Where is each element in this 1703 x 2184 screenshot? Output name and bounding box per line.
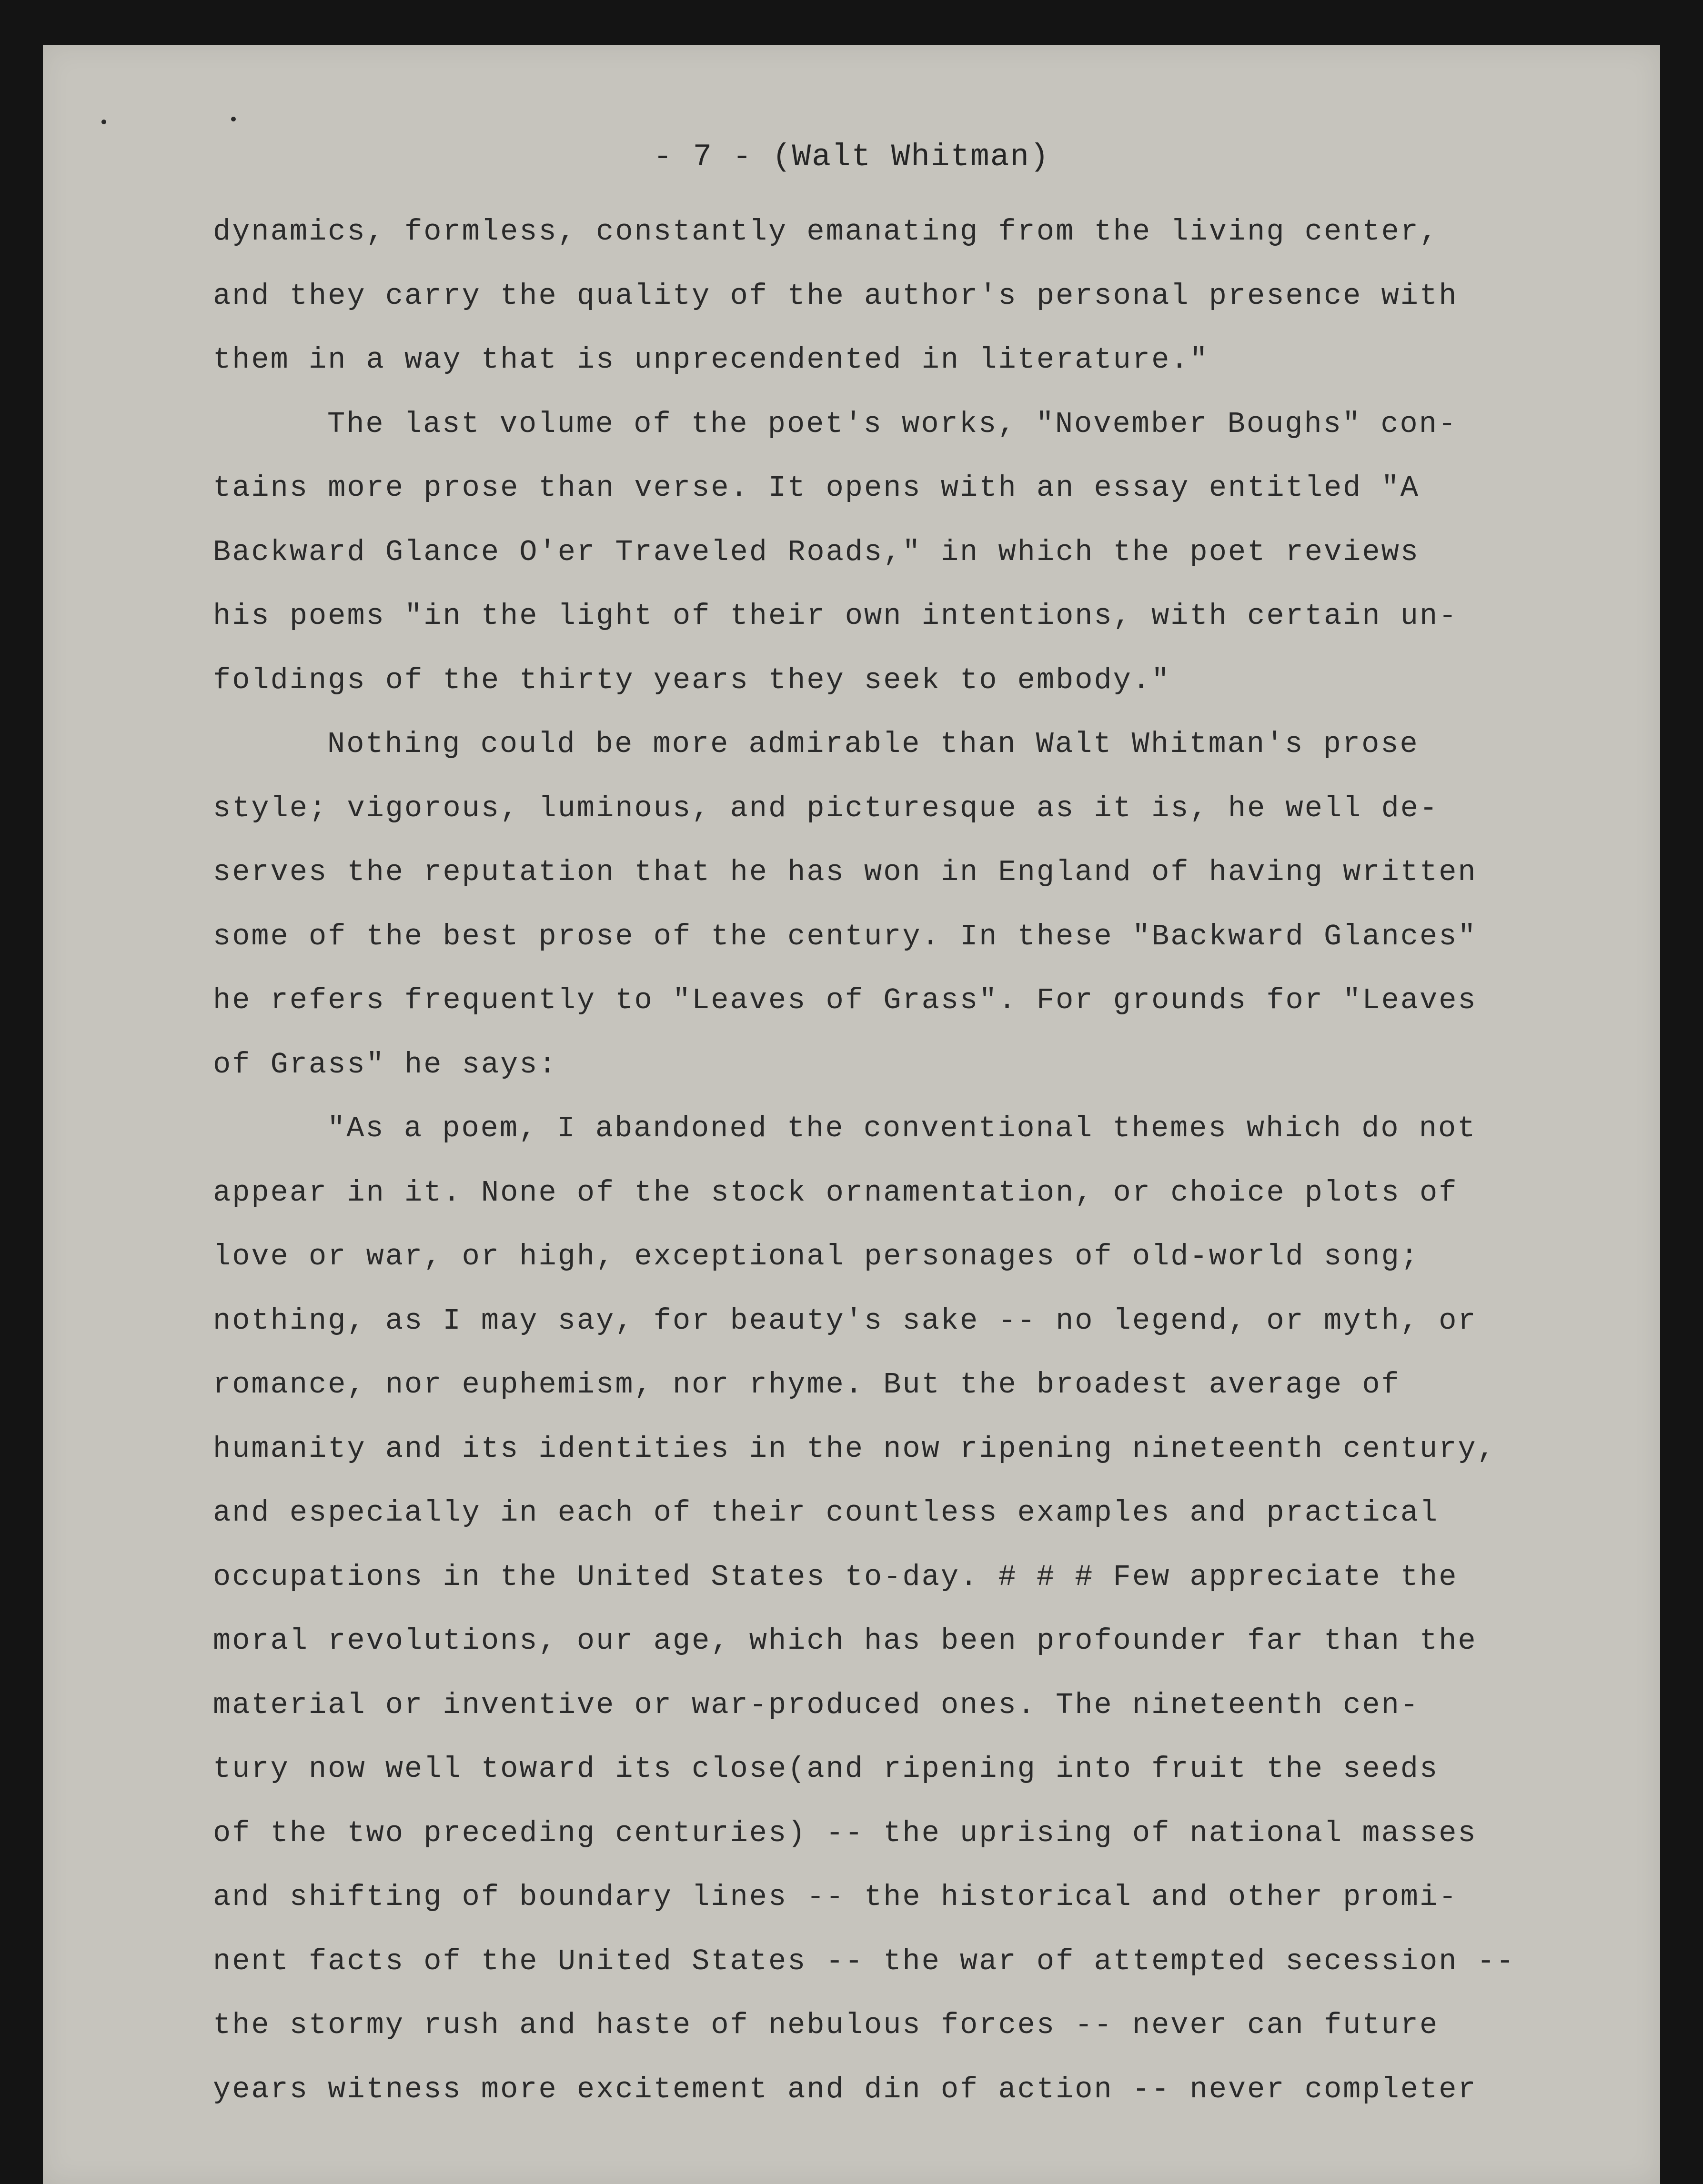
text-line: foldings of the thirty years they seek to embody." bbox=[213, 663, 1171, 697]
quote-start-line: "As a poem, I abandoned the conventional themes which do not bbox=[327, 1112, 1477, 1145]
text-line: he refers frequently to "Leaves of Grass". For grounds for "Leaves bbox=[213, 983, 1477, 1017]
text-line: his poems "in the light of their own intentions, with certain un- bbox=[213, 599, 1458, 633]
text-line: material or inventive or war-produced ones. The nineteenth cen- bbox=[213, 1688, 1420, 1722]
text-line: of the two preceding centuries) -- the uprising of national masses bbox=[213, 1816, 1477, 1850]
text-line: some of the best prose of the century. In these "Backward Glances" bbox=[213, 919, 1477, 953]
text-line: appear in it. None of the stock ornamentation, or choice plots of bbox=[213, 1175, 1458, 1210]
text-line: occupations in the United States to-day. # # # Few appreciate the bbox=[213, 1560, 1458, 1594]
margin-mark bbox=[101, 120, 106, 124]
page-header: - 7 - (Walt Whitman) bbox=[653, 139, 1050, 175]
text-line: and especially in each of their countless examples and practical bbox=[213, 1496, 1439, 1530]
text-line: the stormy rush and haste of nebulous forces -- never can future bbox=[213, 2008, 1439, 2042]
text-line: of Grass" he says: bbox=[213, 1047, 558, 1082]
paragraph-start-line: The last volume of the poet's works, "November Boughs" con- bbox=[327, 407, 1458, 441]
text-line: nothing, as I may say, for beauty's sake -- no legend, or myth, or bbox=[213, 1303, 1477, 1338]
text-line: style; vigorous, luminous, and picturesque as it is, he well de- bbox=[213, 791, 1439, 825]
margin-mark bbox=[231, 117, 236, 121]
text-line: serves the reputation that he has won in England of having written bbox=[213, 855, 1477, 889]
text-line: years witness more excitement and din of action -- never completer bbox=[213, 2072, 1477, 2106]
text-line: tury now well toward its close(and ripening into fruit the seeds bbox=[213, 1752, 1439, 1786]
text-line: Backward Glance O'er Traveled Roads," in which the poet reviews bbox=[213, 535, 1420, 569]
text-line: love or war, or high, exceptional personages of old-world song; bbox=[213, 1240, 1420, 1273]
text-line: romance, nor euphemism, nor rhyme. But the broadest average of bbox=[213, 1368, 1401, 1402]
text-line: moral revolutions, our age, which has been profounder far than the bbox=[213, 1624, 1477, 1658]
text-line: and shifting of boundary lines -- the historical and other promi- bbox=[213, 1880, 1458, 1914]
text-line: nent facts of the United States -- the war of attempted secession -- bbox=[213, 1944, 1516, 1978]
text-line: them in a way that is unprecendented in literature." bbox=[213, 343, 1209, 377]
page-body bbox=[213, 200, 1528, 2122]
paragraph-start-line: Nothing could be more admirable than Walt Whitman's prose bbox=[327, 727, 1419, 761]
text-line: tains more prose than verse. It opens with an essay entitled "A bbox=[213, 471, 1420, 505]
text-line: humanity and its identities in the now ripening nineteenth century, bbox=[213, 1432, 1496, 1466]
text-line: and they carry the quality of the author's personal presence with bbox=[213, 279, 1458, 313]
text-line: dynamics, formless, constantly emanating from the living center, bbox=[213, 215, 1439, 249]
